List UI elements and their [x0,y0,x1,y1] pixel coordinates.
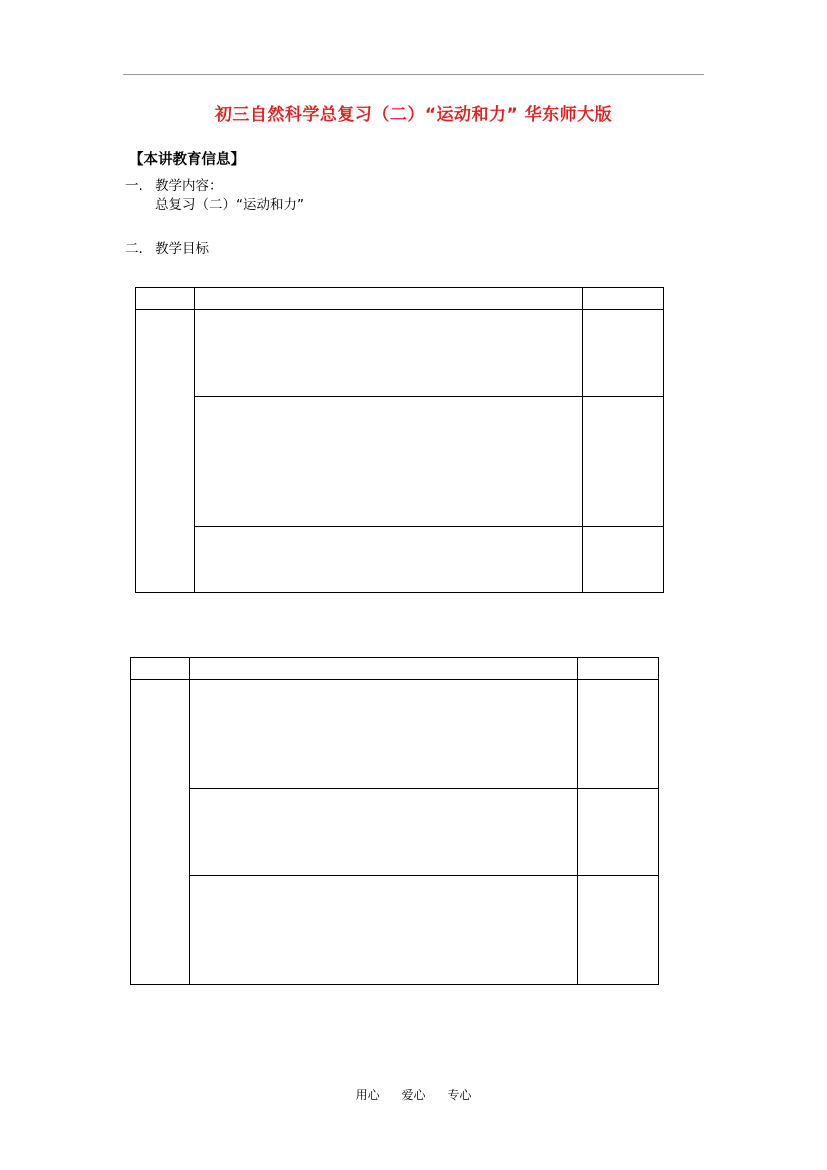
footer-text: 爱心 [401,1088,426,1102]
table-cell [131,680,190,985]
table-cell [190,876,578,985]
item-number: 二. [125,241,143,257]
table-cell [578,789,659,876]
item-text: 教学目标 [155,241,209,257]
table-row [131,789,659,876]
table-cell [578,680,659,789]
table-cell [195,527,583,593]
document-title: 初三自然科学总复习（二）“运动和力” 华东师大版 [214,105,613,125]
table-cell [190,658,578,680]
table-cell [136,310,195,593]
table-cell [136,288,195,310]
item-teaching-goals [125,237,209,257]
goals-table [135,287,664,593]
table-cell [583,527,664,593]
table-cell [583,288,664,310]
table-cell [195,397,583,527]
table-header-row [131,658,659,680]
table-cell [583,310,664,397]
table-row [136,527,664,593]
table-cell [195,310,583,397]
item-text: 总复习（二）“运动和力” [155,197,304,213]
table-row [136,397,664,527]
table-cell [578,658,659,680]
section-heading: 【本讲教育信息】 [129,152,245,168]
header-rule [123,74,704,75]
table-cell [578,876,659,985]
table-cell [195,288,583,310]
footer-text: 用心 [355,1088,380,1102]
table-header-row [136,288,664,310]
footer-text: 专心 [447,1088,472,1102]
table-cell [190,680,578,789]
item-number: 一. [125,178,143,194]
second-table [130,657,659,985]
item-text: 教学内容： [155,178,223,194]
table-row [131,680,659,789]
item-teaching-content [125,174,223,194]
table-cell [583,397,664,527]
table-cell [190,789,578,876]
page-footer [0,1086,827,1103]
item-review-topic [155,193,304,213]
table-row [131,876,659,985]
table-row [136,310,664,397]
table-cell [131,658,190,680]
